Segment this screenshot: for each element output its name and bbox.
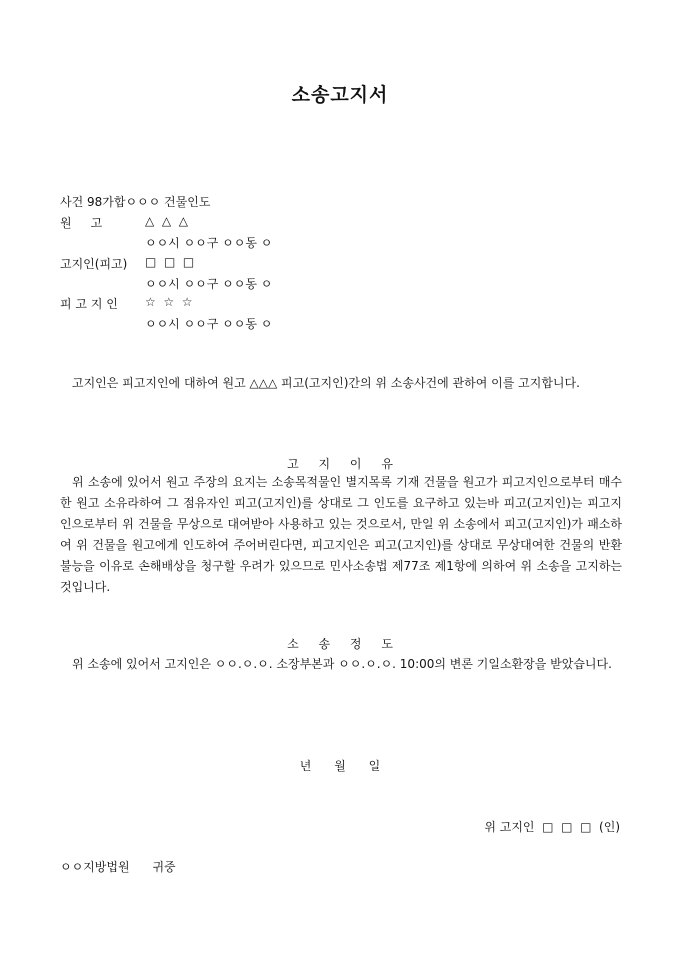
plaintiff-label: 원 고: [60, 216, 103, 230]
reason-paragraph: 위 소송에 있어서 원고 주장의 요지는 소송목적물인 별지목록 기재 건물을 원고가 피고지인으로부터 매수한 원고 소유라하여 그 점유자인 피고(고지인)를 상대로 그 인도를 요구하고 있는바 피고(고지인)는 피고지인으로부터 위 건물을 무상으로 대여받아 사용하고 있는 것으로서, 만일 위 소송에서 피고(고지인)가 패소하여 위 건물을 원고에게 인도하여 주어버린다면, 피고지인은 피고(고지인)를 상대로 무상대여한 건물의 반환불능을 이유로 손해배상을 청구할 우려가 있으므로 민사소송법 제77조 제1항에 의하여 위 소송을 고지하는 것입니다.: [60, 475, 622, 594]
progress-paragraph: 위 소송에 있어서 고지인은 ㅇㅇ.ㅇ.ㅇ. 소장부본과 ㅇㅇ.ㅇ.ㅇ. 10:00의 변론 기일소환장을 받았습니다.: [72, 657, 612, 671]
intro-paragraph: 고지인은 피고지인에 대하여 원고 △△△ 피고(고지인)간의 위 소송사건에 관하여 이를 고지합니다.: [72, 376, 580, 390]
notifier-label: 고지인(피고): [60, 257, 128, 271]
plaintiff-name: △ △ △: [145, 214, 188, 228]
case-line: 사건 98가합ㅇㅇㅇ 건물인도: [60, 195, 211, 209]
progress-heading: 소 송 정 도: [287, 637, 393, 651]
date-line: 년 월 일: [299, 759, 381, 773]
signer-line: 위 고지인 □ □ □ (인): [484, 820, 620, 834]
notified-address: ㅇㅇ시 ㅇㅇ구 ㅇㅇ동 ㅇ: [145, 317, 273, 331]
plaintiff-address: ㅇㅇ시 ㅇㅇ구 ㅇㅇ동 ㅇ: [145, 236, 273, 250]
document-title: 소송고지서: [291, 84, 389, 106]
notified-label: 피 고 지 인: [60, 297, 118, 311]
notified-name: ☆ ☆ ☆: [145, 295, 193, 309]
notifier-name: □ □ □: [145, 255, 195, 269]
notifier-address: ㅇㅇ시 ㅇㅇ구 ㅇㅇ동 ㅇ: [145, 277, 273, 291]
court-line: ㅇㅇ지방법원 귀중: [60, 860, 176, 874]
reason-heading: 고 지 이 유: [287, 457, 393, 471]
